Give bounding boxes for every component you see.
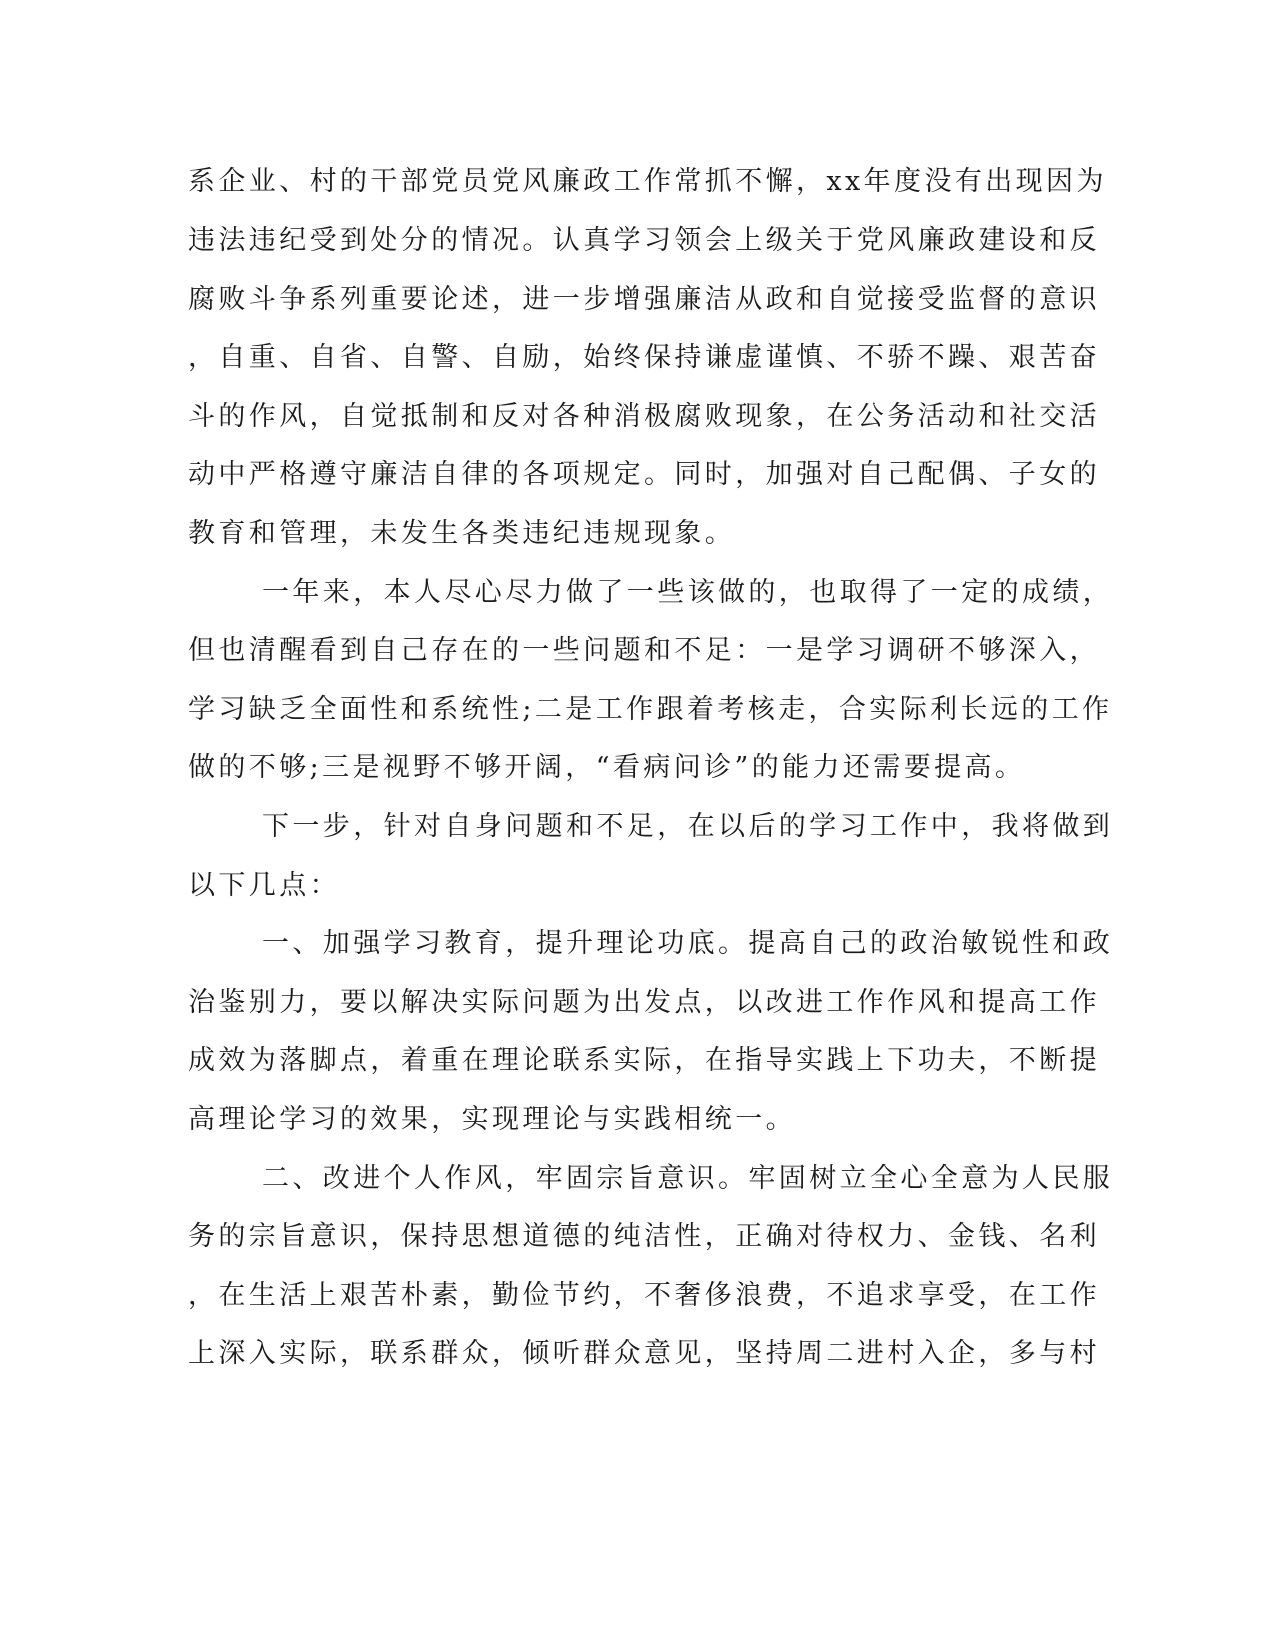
text-line: 成效为落脚点，着重在理论联系实际，在指导实践上下功夫，不断提 [188,1045,1100,1076]
text-line: 动中严格遵守廉洁自律的各项规定。同时，加强对自己配偶、子女的 [188,459,1100,490]
text-line: 做的不够;三是视野不够开阔，“看病问诊”的能力还需要提高。 [188,752,1026,783]
paragraph-first-line: 下一步，针对自身问题和不足，在以后的学习工作中，我将做到 [262,811,1114,842]
text-line: 高理论学习的效果，实现理论与实践相统一。 [188,1104,796,1135]
text-line: 违法违纪受到处分的情况。认真学习领会上级关于党风廉政建设和反 [188,225,1100,256]
text-line: 学习缺乏全面性和系统性;二是工作跟着考核走，合实际利长远的工作 [188,694,1113,725]
paragraph-first-line: 二、改进个人作风，牢固宗旨意识。牢固树立全心全意为人民服 [262,1163,1114,1194]
text-line: 系企业、村的干部党员党风廉政工作常抓不懈，xx年度没有出现因为 [188,166,1107,197]
text-line: 上深入实际，联系群众，倾听群众意见，坚持周二进村入企，多与村 [188,1338,1100,1369]
text-line: 务的宗旨意识，保持思想道德的纯洁性，正确对待权力、金钱、名利 [188,1221,1100,1252]
text-line: 以下几点： [188,870,340,901]
text-line: ，自重、自省、自警、自励，始终保持谦虚谨慎、不骄不躁、艰苦奋 [188,342,1100,373]
text-line: 教育和管理，未发生各类违纪违规现象。 [188,518,736,549]
text-line: 腐败斗争系列重要论述，进一步增强廉洁从政和自觉接受监督的意识 [188,284,1100,315]
paragraph-first-line: 一年来，本人尽心尽力做了一些该做的，也取得了一定的成绩， [262,577,1114,608]
text-line: 但也清醒看到自己存在的一些问题和不足：一是学习调研不够深入， [188,635,1100,666]
text-line: ，在生活上艰苦朴素，勤俭节约，不奢侈浪费，不追求享受，在工作 [188,1280,1100,1311]
text-line: 斗的作风，自觉抵制和反对各种消极腐败现象，在公务活动和社交活 [188,401,1100,432]
text-line: 治鉴别力，要以解决实际问题为出发点，以改进工作作风和提高工作 [188,987,1100,1018]
paragraph-first-line: 一、加强学习教育，提升理论功底。提高自己的政治敏锐性和政 [262,928,1114,959]
